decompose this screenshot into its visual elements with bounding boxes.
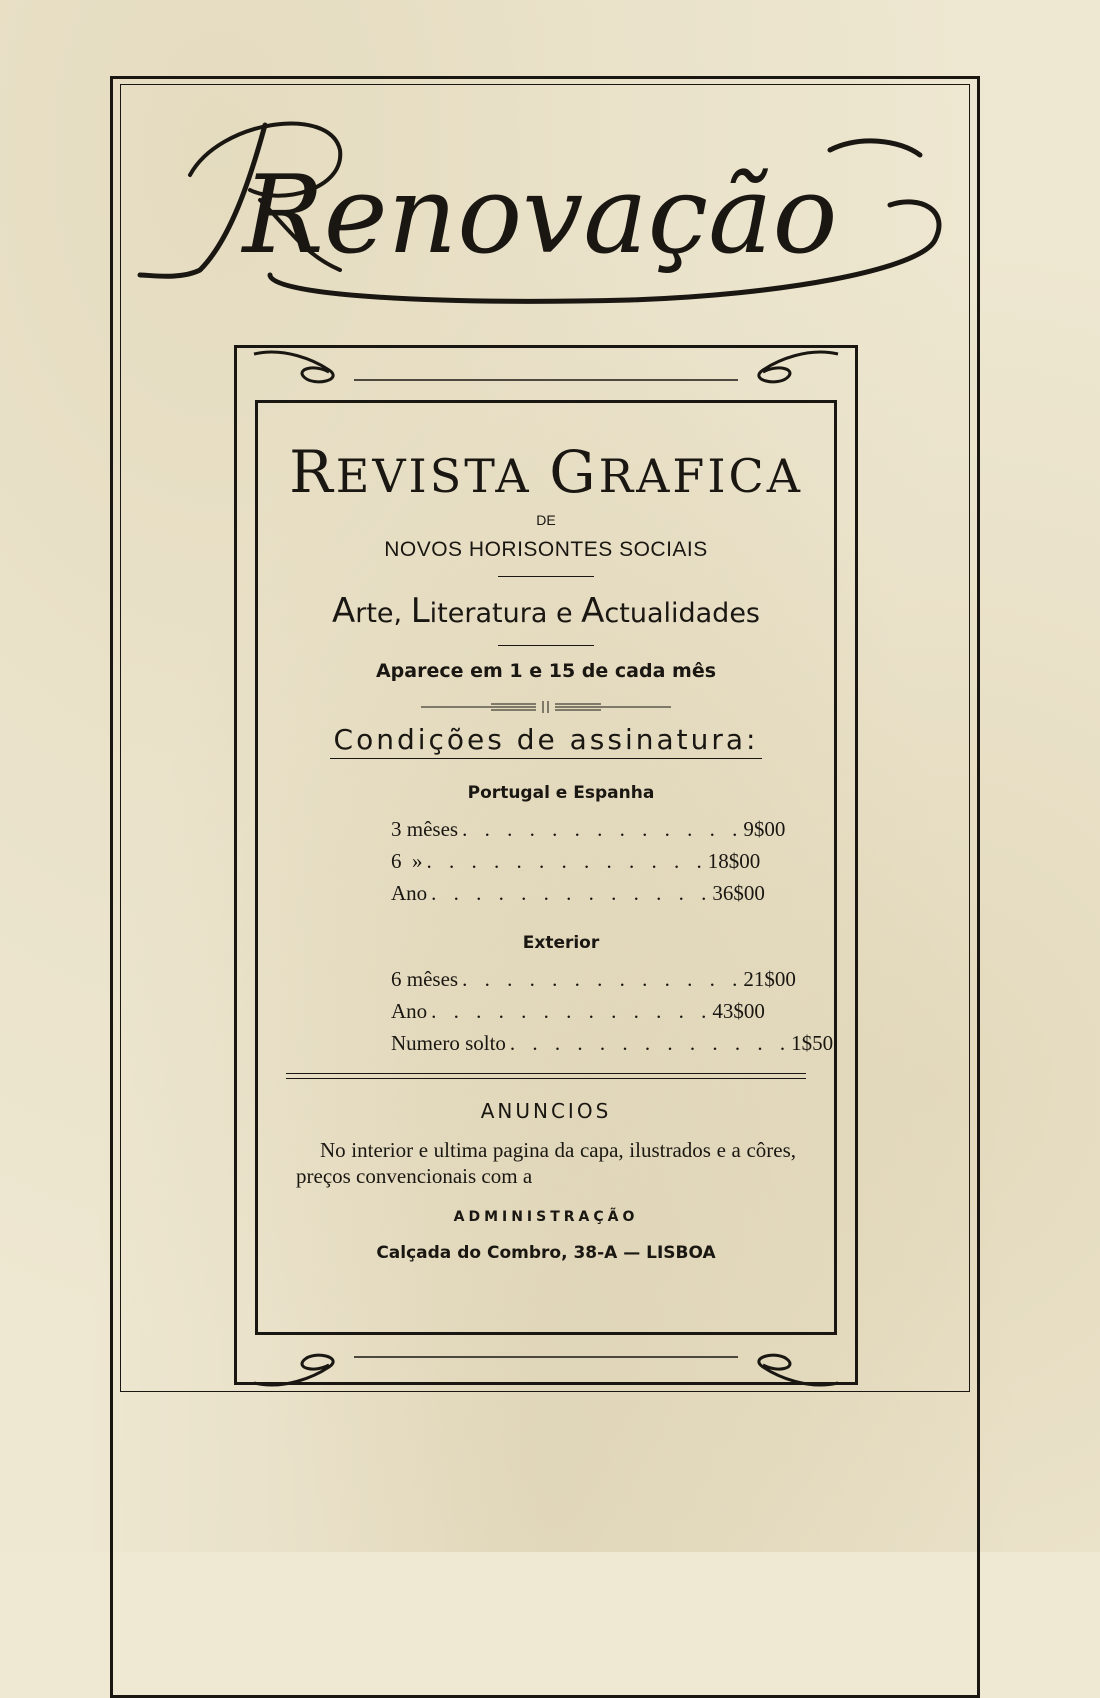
leader-dots: . . . . . . . . . . . . . (426, 849, 708, 873)
title-word-2: RAFICA (598, 449, 803, 503)
double-rule (286, 1073, 806, 1079)
region-exterior: Exterior (522, 933, 600, 953)
region-portugal: Portugal e Espanha (467, 783, 655, 803)
price-row (391, 845, 761, 877)
administration-label: ADMINISTRAÇÃO (453, 1209, 639, 1225)
cap-a-2: A (581, 591, 605, 631)
cap-l: L (410, 591, 430, 631)
title-initial-2: G (549, 438, 599, 506)
price-row (391, 813, 786, 845)
price-value: 36$00 (712, 881, 765, 905)
ads-text: No interior e ultima pagina da capa, ilustrados e a côres, preços convencionais com a (296, 1138, 796, 1188)
title-word-1: EVISTA (335, 449, 550, 503)
price-label: Ano (391, 881, 428, 905)
subtitle: NOVOS HORISONTES SOCIAIS (384, 538, 708, 561)
price-value: 1$50 (791, 1031, 834, 1055)
title-initial: R (289, 438, 336, 506)
price-value: 18$00 (707, 849, 761, 873)
price-row (391, 995, 765, 1027)
word-actualidades: ctualidades (604, 598, 760, 629)
price-label: Numero solto (391, 1031, 506, 1055)
magazine-title (258, 438, 834, 506)
subscription-heading: Condições de assinatura: (330, 723, 763, 759)
ornamental-rule (421, 700, 671, 714)
price-value: 21$00 (743, 967, 796, 991)
leader-dots: . . . . . . . . . . . . . (431, 881, 713, 905)
masthead-logo (130, 80, 960, 330)
price-row (391, 877, 765, 909)
price-row (391, 1027, 834, 1059)
topics-line (258, 591, 834, 631)
price-value: 9$00 (743, 817, 786, 841)
address: Calçada do Combro, 38-A — LISBOA (376, 1243, 716, 1263)
word-literatura: iteratura e (429, 598, 582, 629)
content-area (258, 440, 834, 1263)
price-label: 3 mêses (391, 817, 459, 841)
price-label: 6 mêses (391, 967, 459, 991)
divider (498, 576, 594, 577)
price-list-exterior (371, 963, 834, 1059)
leader-dots: . . . . . . . . . . . . . (509, 1031, 792, 1055)
bottom-ornament (234, 1345, 858, 1395)
publication-frequency: Aparece em 1 e 15 de cada mês (375, 660, 717, 682)
leader-dots: . . . . . . . . . . . . . (431, 999, 713, 1023)
word-arte: rte, (355, 598, 411, 629)
price-label: 6 » (391, 849, 423, 873)
ads-heading: ANUNCIOS (480, 1099, 612, 1123)
cap-a: A (331, 591, 356, 631)
price-list-portugal (371, 813, 786, 909)
price-label: Ano (391, 999, 428, 1023)
price-row (391, 963, 796, 995)
title-connector: DE (536, 512, 556, 528)
top-ornament (234, 342, 858, 392)
price-value: 43$00 (712, 999, 765, 1023)
masthead-title: Renovação (242, 153, 838, 278)
divider (498, 645, 594, 646)
leader-dots: . . . . . . . . . . . . . (462, 817, 744, 841)
leader-dots: . . . . . . . . . . . . . (462, 967, 744, 991)
